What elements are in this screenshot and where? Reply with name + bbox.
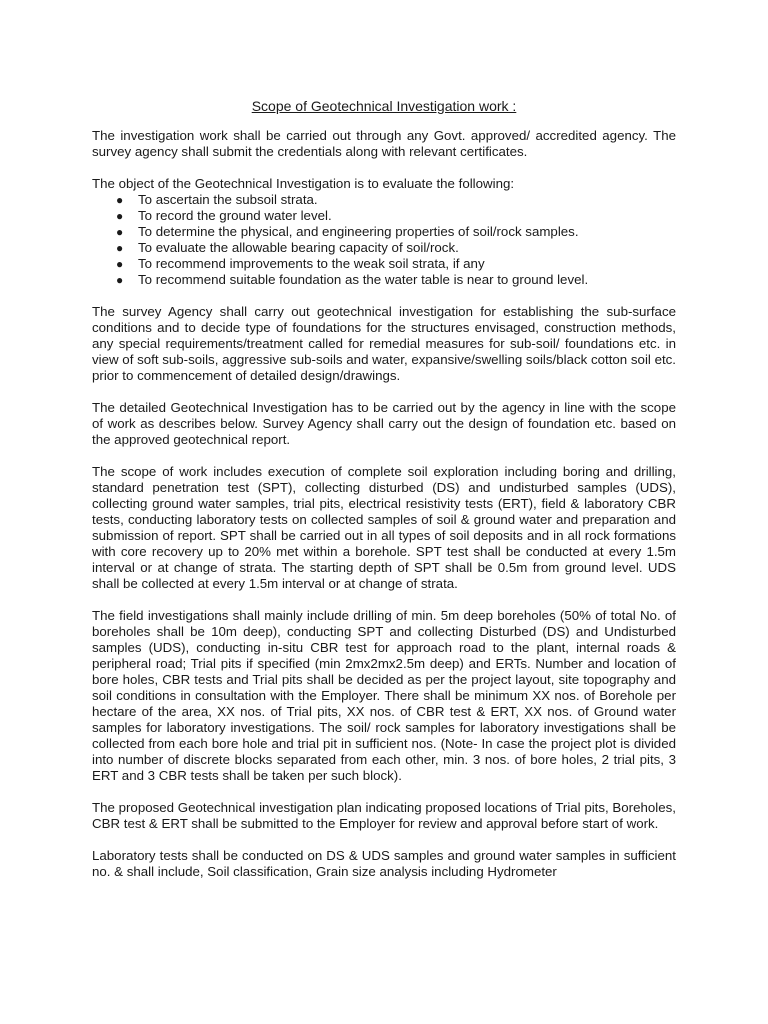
objects-lead: The object of the Geotechnical Investigation is to evaluate the following: [92,176,515,191]
list-item-text: To recommend improvements to the weak soil strata, if any [138,256,485,271]
bullet-icon: ● [116,273,124,287]
bullet-icon: ● [116,225,124,239]
document-page [92,98,676,896]
list-item [92,208,676,224]
list-item [92,224,676,240]
list-item-text: To recommend suitable foundation as the water table is near to ground level. [138,272,589,287]
objects-list [92,192,676,288]
laboratory-tests-paragraph: Laboratory tests shall be conducted on DS & UDS samples and ground water samples in sufficient no. & shall include, Soil classification, Grain size analysis including Hydrometer [92,848,676,879]
list-item [92,240,676,256]
list-item-text: To record the ground water level. [138,208,332,223]
survey-agency-paragraph: The survey Agency shall carry out geotechnical investigation for establishing the sub-surface conditions and to decide type of foundations for the structures envisaged, construction methods, any special requirements/treatment called for remedial measures for sub-soil/ foundations etc. in view of soft sub-soils, aggressive sub-soils and water, expansive/swelling soils/black cotton soil etc. prior to commencement of detailed design/drawings. [92,304,676,383]
field-investigations-paragraph: The field investigations shall mainly include drilling of min. 5m deep boreholes (50% of total No. of boreholes shall be 10m deep), conducting SPT and collecting Disturbed (DS) and Undisturbed samples (UDS), conducting in-situ CBR test for approach road to the plant, internal roads & peripheral road; Trial pits if specified (min 2mx2mx2.5m deep) and ERTs. Number and location of bore holes, CBR tests and Trial pits shall be decided as per the project layout, site topography and soil conditions in consultation with the Employer. There shall be minimum XX nos. of Borehole per hectare of the area, XX nos. of Trial pits, XX nos. of CBR test & ERT, XX nos. of Ground water samples for laboratory investigations. The soil/ rock samples for laboratory investigations shall be collected from each bore hole and trial pit in sufficient nos. (Note- In case the project plot is divided into number of discrete blocks separated from each other, min. 3 nos. of bore holes, 2 trial pits, 3 ERT and 3 CBR tests shall be taken per such block). [92,608,676,783]
intro-paragraph: The investigation work shall be carried out through any Govt. approved/ accredited agency. The survey agency shall submit the credentials along with relevant certificates. [92,128,676,159]
bullet-icon: ● [116,193,124,207]
list-item-text: To evaluate the allowable bearing capacity of soil/rock. [138,240,459,255]
investigation-plan-paragraph: The proposed Geotechnical investigation plan indicating proposed locations of Trial pits, Boreholes, CBR test & ERT shall be submitted to the Employer for review and approval before start of work. [92,800,676,831]
list-item [92,272,676,288]
list-item [92,192,676,208]
bullet-icon: ● [116,241,124,255]
bullet-icon: ● [116,257,124,271]
document-title: Scope of Geotechnical Investigation work : [251,98,517,114]
bullet-icon: ● [116,209,124,223]
list-item-text: To determine the physical, and engineering properties of soil/rock samples. [138,224,579,239]
scope-of-work-paragraph: The scope of work includes execution of complete soil exploration including boring and drilling, standard penetration test (SPT), collecting disturbed (DS) and undisturbed samples (UDS), collecting ground water samples, trial pits, electrical resistivity tests (ERT), field & laboratory CBR tests, conducting laboratory tests on collected samples of soil & ground water and preparation and submission of report. SPT shall be carried out in all types of soil deposits and in all rock formations with core recovery up to 20% met within a borehole. SPT test shall be conducted at every 1.5m interval or at change of strata. The starting depth of SPT shall be 0.5m from ground level. UDS shall be collected at every 1.5m interval or at change of strata. [92,464,676,591]
list-item [92,256,676,272]
list-item-text: To ascertain the subsoil strata. [138,192,318,207]
detailed-investigation-paragraph: The detailed Geotechnical Investigation has to be carried out by the agency in line with the scope of work as describes below. Survey Agency shall carry out the design of foundation etc. based on the approved geotechnical report. [92,400,676,447]
